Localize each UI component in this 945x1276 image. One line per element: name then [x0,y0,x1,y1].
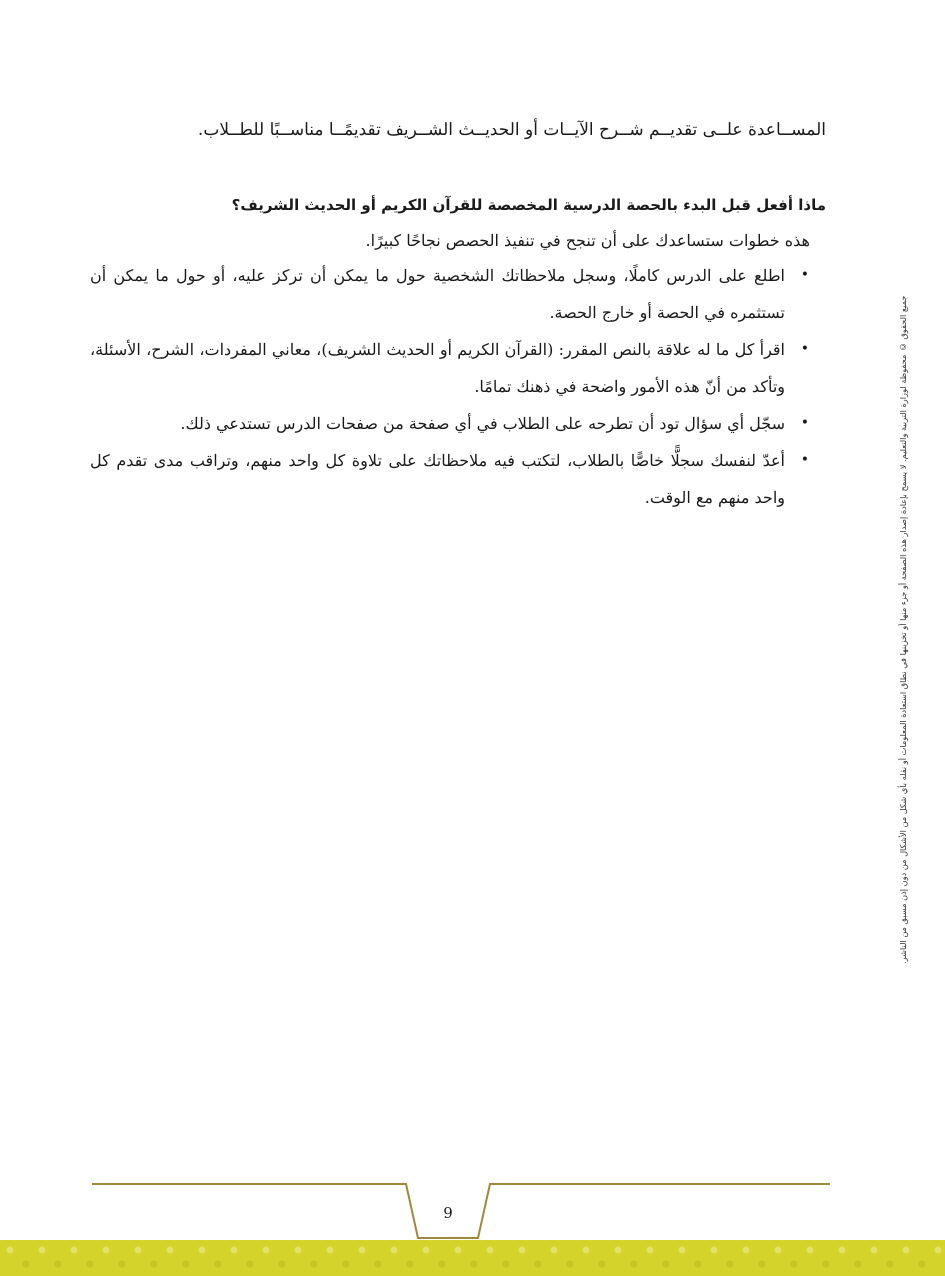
section-heading: ماذا أفعل قبل البدء بالحصة الدرسية المخصصة للقرآن الكريم أو الحديث الشريف؟ [231,196,826,214]
list-item-text: اطلع على الدرس كاملًا، وسجل ملاحظاتك الشخصية حول ما يمكن أن تركز عليه، أو حول ما يمكن أن تستثمره في الحصة أو خارج الحصة. [90,266,786,322]
list-item [90,257,813,331]
copyright-side-note: جميع الحقوق © محفوظة لوزارة التربية والتعليم. لا يسمح بإعادة إصدار هذه الصفحة أو جزء منها أو تخزينها في نطاق استعادة المعلومات أو نقله بأي شكل من الأشكال من دون إذن مسبق من الناشر. [898,296,908,965]
list-item-text: اقرأ كل ما له علاقة بالنص المقرر: (القرآن الكريم أو الحديث الشريف)، معاني المفردات، الشرح، الأسئلة، وتأكد من أنّ هذه الأمور واضحة في ذهنك تمامًا. [90,340,785,396]
section-lead: هذه خطوات ستساعدك على أن تنجح في تنفيذ الحصص نجاحًا كبيرًا. [365,231,810,250]
bullet-icon: • [800,452,809,468]
decorative-band [0,1240,945,1276]
list-item [90,331,813,405]
list-item-text: أعدّ لنفسك سجلًّا خاصًّا بالطلاب، لتكتب فيه ملاحظاتك على تلاوة كل واحد منهم، وتراقب مدى تقدم كل واحد منهم مع الوقت. [90,451,785,507]
list-item [90,442,813,516]
list-item-text: سجّل أي سؤال تود أن تطرحه على الطلاب في أي صفحة من صفحات الدرس تستدعي ذلك. [180,414,785,433]
list-item [90,405,813,442]
steps-list [90,257,813,516]
bullet-icon: • [800,267,809,283]
bullet-icon: • [800,415,809,431]
bullet-icon: • [800,341,809,357]
page-number: 9 [443,1204,453,1222]
intro-line: المســاعدة علــى تقديــم شــرح الآيــات أو الحديــث الشــريف تقديمًــا مناســبًا للطــلاب. [197,120,826,140]
